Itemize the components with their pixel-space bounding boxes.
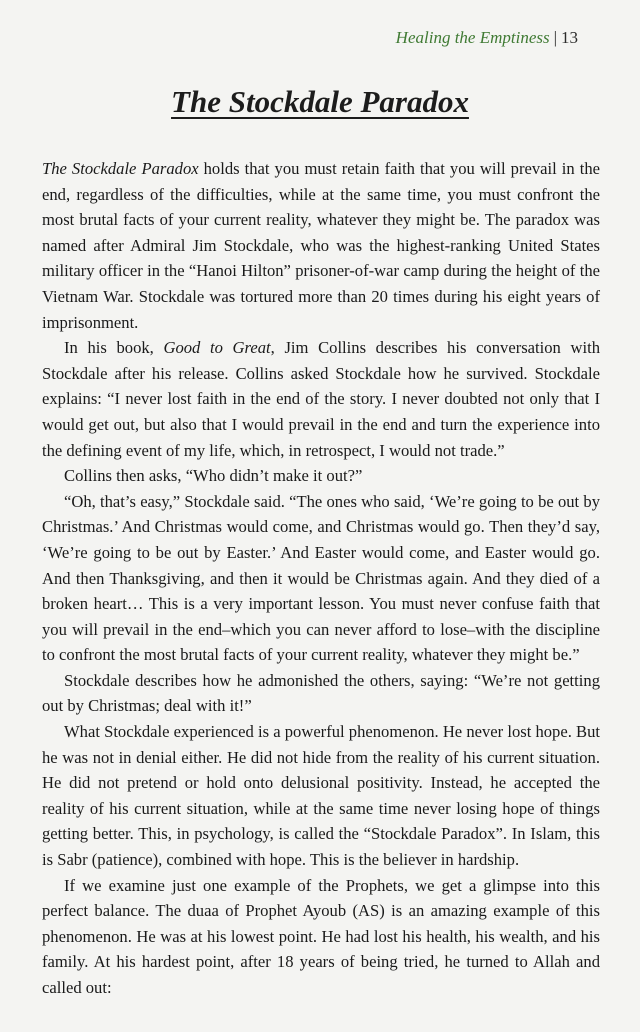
book-title-italic: Good to Great (163, 338, 271, 358)
running-title: Healing the Emptiness (395, 28, 550, 47)
paragraph-1-lead-italic: The Stockdale Paradox (42, 159, 199, 178)
paragraph-3: Collins then asks, “Who didn’t make it out?” (64, 466, 363, 486)
page-number: 13 (561, 28, 578, 47)
paragraph-7: If we examine just one example of the Prophets, we get a glimpse into this perfect balance. The duaa of Prophet Ayoub (AS) is an amazing example of this phenomenon. He was at his lowest point. He had lost his health, his wealth, and his family. At his hardest point, after 18 years of being tried, he turned to Allah and called out: (42, 875, 600, 997)
paragraph-2-post: , Jim Collins describes his conversation with Stockdale after his release. Collins asked Stockdale how he survived. Stockdale explains: “I never lost faith in the end of the story. I never doubted not only that I would get out, but also that I would prevail in the end and turn the experience into the defining event of my life, which, in retrospect, I would not trade.” (42, 338, 601, 460)
body-text (42, 156, 600, 1001)
paragraph-1-text: holds that you must retain faith that you will prevail in the end, regardless of the difficulties, while at the same time, you must confront the most brutal facts of your current reality, whatever they might be. The paradox was named after Admiral Jim Stockdale, who was the highest-ranking United States military officer in the “Hanoi Hilton” prisoner-of-war camp during the height of the Vietnam War. Stockdale was tortured more than 20 times during his eight years of imprisonment. (42, 159, 600, 332)
paragraph-6: What Stockdale experienced is a powerful phenomenon. He never lost hope. But he was not in denial either. He did not hide from the reality of his current situation. He did not pretend or hold onto delusional positivity. Instead, he accepted the reality of his current situation, while at the same time never losing hope of things getting better. This, in psychology, is called the “Stockdale Paradox”. In Islam, this is Sabr (patience), combined with hope. This is the believer in hardship. (42, 722, 600, 870)
paragraph-1 (42, 156, 600, 335)
paragraph-4: “Oh, that’s easy,” Stockdale said. “The ones who said, ‘We’re going to be out by Christmas.’ And Christmas would come, and Christmas would go. Then they’d say, ‘We’re going to be out by Easter.’ And Easter would come, and Easter would go. And then Thanksgiving, and then it would be Christmas again. And they died of a broken heart… This is a very important lesson. You must never confuse faith that you will prevail in the end–which you can never afford to lose–with the discipline to confront the most brutal facts of your current reality, whatever they might be.” (42, 491, 600, 665)
header-separator: | (553, 28, 557, 47)
section-title: The Stockdale Paradox (171, 84, 469, 119)
paragraph-5: Stockdale describes how he admonished the others, saying: “We’re not getting out by Christmas; deal with it!” (42, 670, 600, 716)
running-head (396, 28, 578, 48)
paragraph-2 (42, 335, 600, 463)
paragraph-2-pre: In his book, (64, 338, 164, 358)
